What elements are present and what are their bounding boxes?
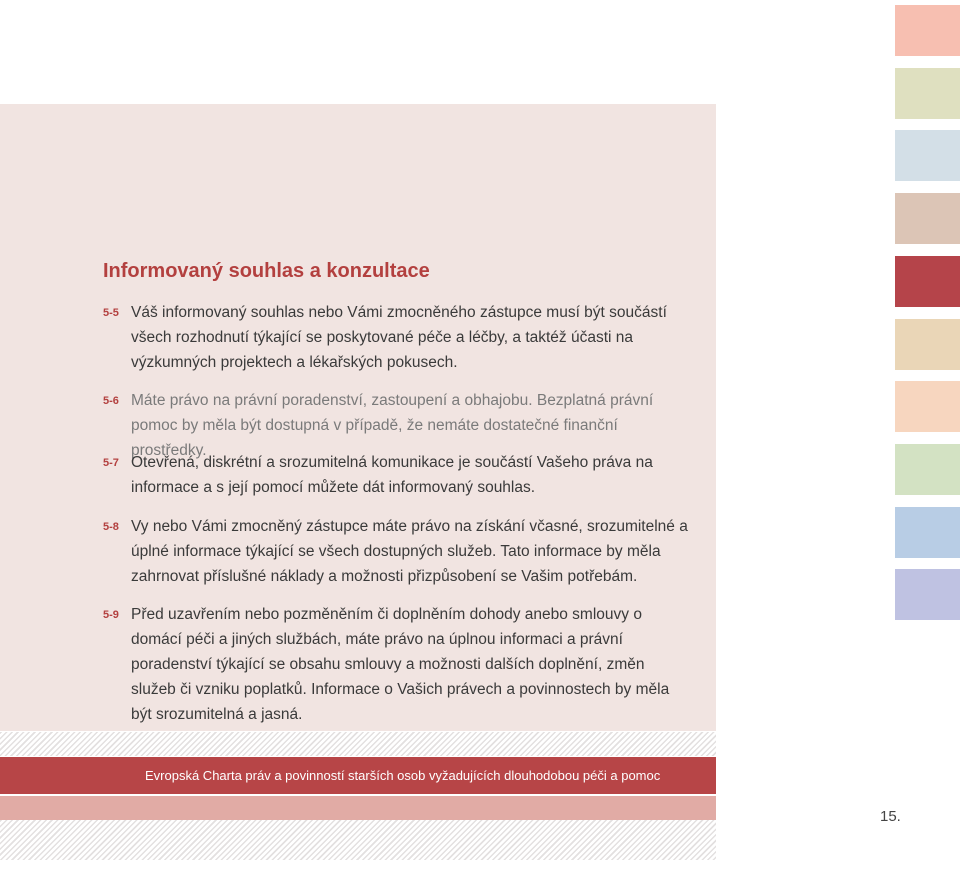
side-tab [895, 193, 960, 244]
section-title: Informovaný souhlas a konzultace [103, 260, 430, 282]
item-number: 5-9 [103, 609, 119, 621]
hatch-band-bottom [0, 820, 716, 860]
item-text: Váš informovaný souhlas nebo Vámi zmocněného zástupce musí být součástí všech rozhodnutí týkající se poskytované péče a léčby, a taktéž účasti na výzkumných projektech a lékařských pokusech. [131, 304, 667, 371]
side-tab [895, 256, 960, 307]
side-tab [895, 569, 960, 620]
item-text: Otevřená, diskrétní a srozumitelná komunikace je součástí Vašeho práva na informace a s její pomocí můžete dát informovaný souhlas. [131, 454, 653, 496]
side-tab [895, 381, 960, 432]
side-tab [895, 507, 960, 558]
item-number: 5-8 [103, 521, 119, 533]
hatch-band-top [0, 732, 716, 756]
footer-banner: Evropská Charta práv a povinností starších osob vyžadujících dlouhodobou péči a pomoc [0, 757, 716, 794]
side-tab [895, 5, 960, 56]
side-tab [895, 68, 960, 119]
item-number: 5-5 [103, 307, 119, 319]
footer-accent-bar [0, 796, 716, 820]
item-text: Vy nebo Vámi zmocněný zástupce máte právo na získání včasné, srozumitelné a úplné informace týkající se všech dostupných služeb. Tato informace by měla zahrnovat příslušné náklady a možnosti přizpůsobení se Vašim potřebám. [131, 518, 688, 585]
item-text: Před uzavřením nebo pozměněním či doplněním dohody anebo smlouvy o domácí péči a jiných službách, máte právo na úplnou informaci a právní poradenství týkající se obsahu smlouvy a možnosti dalších doplnění, změn služeb či vzniku poplatků. Informace o Vašich právech a povinnostech by měla být srozumitelná a jasná. [131, 606, 670, 723]
side-tab [895, 319, 960, 370]
side-tab [895, 444, 960, 495]
item-number: 5-7 [103, 457, 119, 469]
item-text: Máte právo na právní poradenství, zastoupení a obhajobu. Bezplatná právní pomoc by měla být dostupná v případě, že nemáte dostatečné finanční prostředky. [131, 392, 654, 459]
side-tab [895, 130, 960, 181]
page-number: 15. [880, 808, 901, 825]
item-number: 5-6 [103, 395, 119, 407]
